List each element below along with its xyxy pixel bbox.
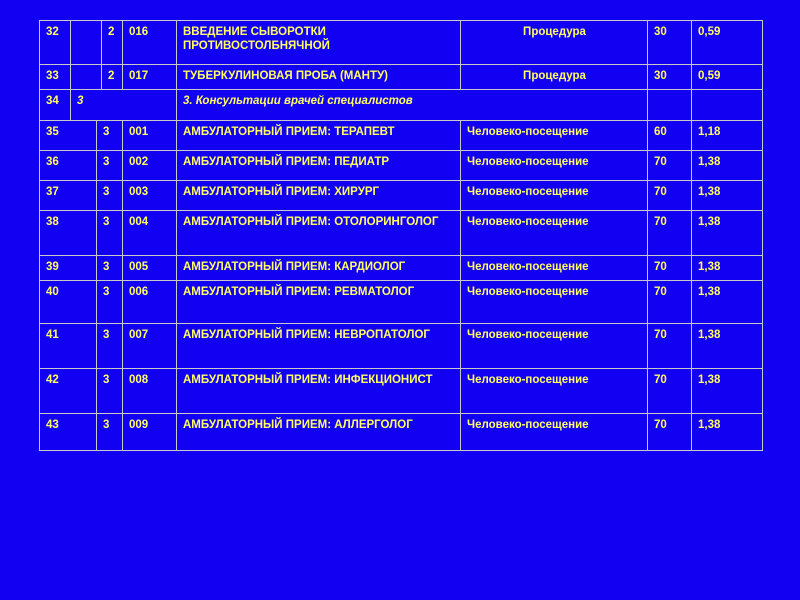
unit-cell: Человеко-посещение <box>461 211 648 256</box>
table-row <box>40 121 763 151</box>
group-cell: 2 <box>102 65 123 90</box>
quantity-cell: 70 <box>648 181 692 211</box>
coefficient-cell: 1,38 <box>692 414 763 451</box>
service-name-cell: ТУБЕРКУЛИНОВАЯ ПРОБА (МАНТУ) <box>177 65 461 90</box>
section-title-cell: 3. Консультации врачей специалистов <box>177 90 648 121</box>
table-row <box>40 211 763 256</box>
row-number-cell: 38 <box>40 211 97 256</box>
row-number-cell: 40 <box>40 281 97 324</box>
quantity-cell: 70 <box>648 324 692 369</box>
coefficient-cell: 1,38 <box>692 151 763 181</box>
empty-cell <box>648 90 692 121</box>
service-name-cell: АМБУЛАТОРНЫЙ ПРИЕМ: РЕВМАТОЛОГ <box>177 281 461 324</box>
service-name-cell: АМБУЛАТОРНЫЙ ПРИЕМ: КАРДИОЛОГ <box>177 256 461 281</box>
group-cell: 3 <box>97 281 123 324</box>
quantity-cell: 30 <box>648 21 692 65</box>
tariff-table-container <box>39 20 762 451</box>
unit-cell: Человеко-посещение <box>461 151 648 181</box>
group-cell: 2 <box>102 21 123 65</box>
row-number-cell: 34 <box>40 90 71 121</box>
row-number-cell: 43 <box>40 414 97 451</box>
code-cell: 007 <box>123 324 177 369</box>
table-row <box>40 21 763 65</box>
service-name-cell: АМБУЛАТОРНЫЙ ПРИЕМ: ХИРУРГ <box>177 181 461 211</box>
unit-cell: Человеко-посещение <box>461 256 648 281</box>
group-cell: 3 <box>97 369 123 414</box>
service-name-cell: АМБУЛАТОРНЫЙ ПРИЕМ: ТЕРАПЕВТ <box>177 121 461 151</box>
unit-cell: Человеко-посещение <box>461 181 648 211</box>
unit-cell: Процедура <box>461 65 648 90</box>
empty-cell <box>692 90 763 121</box>
group-cell: 3 <box>97 211 123 256</box>
row-number-cell: 35 <box>40 121 97 151</box>
service-name-cell: АМБУЛАТОРНЫЙ ПРИЕМ: ОТОЛОРИНГОЛОГ <box>177 211 461 256</box>
group-cell: 3 <box>97 151 123 181</box>
table-row <box>40 151 763 181</box>
code-cell: 006 <box>123 281 177 324</box>
unit-cell: Человеко-посещение <box>461 414 648 451</box>
group-cell: 3 <box>97 181 123 211</box>
quantity-cell: 70 <box>648 281 692 324</box>
row-number-cell: 39 <box>40 256 97 281</box>
unit-cell: Человеко-посещение <box>461 324 648 369</box>
unit-cell: Человеко-посещение <box>461 121 648 151</box>
quantity-cell: 70 <box>648 369 692 414</box>
coefficient-cell: 1,38 <box>692 181 763 211</box>
table-row <box>40 414 763 451</box>
unit-cell: Человеко-посещение <box>461 369 648 414</box>
coefficient-cell: 1,38 <box>692 211 763 256</box>
section-header-row <box>40 90 763 121</box>
quantity-cell: 70 <box>648 151 692 181</box>
row-number-cell: 41 <box>40 324 97 369</box>
unit-cell: Человеко-посещение <box>461 281 648 324</box>
code-cell: 008 <box>123 369 177 414</box>
row-number-cell: 36 <box>40 151 97 181</box>
code-cell: 002 <box>123 151 177 181</box>
service-name-cell: АМБУЛАТОРНЫЙ ПРИЕМ: АЛЛЕРГОЛОГ <box>177 414 461 451</box>
code-cell: 001 <box>123 121 177 151</box>
service-name-cell: АМБУЛАТОРНЫЙ ПРИЕМ: ПЕДИАТР <box>177 151 461 181</box>
code-cell: 016 <box>123 21 177 65</box>
coefficient-cell: 1,38 <box>692 256 763 281</box>
coefficient-cell: 1,38 <box>692 369 763 414</box>
service-name-cell: АМБУЛАТОРНЫЙ ПРИЕМ: НЕВРОПАТОЛОГ <box>177 324 461 369</box>
quantity-cell: 30 <box>648 65 692 90</box>
quantity-cell: 70 <box>648 414 692 451</box>
coefficient-cell: 1,38 <box>692 281 763 324</box>
row-number-cell: 33 <box>40 65 71 90</box>
table-row <box>40 369 763 414</box>
tariff-table <box>39 20 763 451</box>
group-cell: 3 <box>97 256 123 281</box>
code-cell: 005 <box>123 256 177 281</box>
code-cell: 017 <box>123 65 177 90</box>
quantity-cell: 70 <box>648 211 692 256</box>
code-cell: 009 <box>123 414 177 451</box>
coefficient-cell: 0,59 <box>692 21 763 65</box>
service-name-cell: АМБУЛАТОРНЫЙ ПРИЕМ: ИНФЕКЦИОНИСТ <box>177 369 461 414</box>
service-name-cell: ВВЕДЕНИЕ СЫВОРОТКИ ПРОТИВОСТОЛБНЯЧНОЙ <box>177 21 461 65</box>
coefficient-cell: 1,18 <box>692 121 763 151</box>
empty-cell <box>71 65 102 90</box>
table-row <box>40 324 763 369</box>
section-group-cell: 3 <box>71 90 177 121</box>
table-row <box>40 65 763 90</box>
group-cell: 3 <box>97 324 123 369</box>
table-row <box>40 256 763 281</box>
group-cell: 3 <box>97 414 123 451</box>
row-number-cell: 32 <box>40 21 71 65</box>
code-cell: 004 <box>123 211 177 256</box>
unit-cell: Процедура <box>461 21 648 65</box>
quantity-cell: 70 <box>648 256 692 281</box>
row-number-cell: 42 <box>40 369 97 414</box>
empty-cell <box>71 21 102 65</box>
code-cell: 003 <box>123 181 177 211</box>
row-number-cell: 37 <box>40 181 97 211</box>
coefficient-cell: 0,59 <box>692 65 763 90</box>
quantity-cell: 60 <box>648 121 692 151</box>
group-cell: 3 <box>97 121 123 151</box>
coefficient-cell: 1,38 <box>692 324 763 369</box>
table-row <box>40 281 763 324</box>
table-row <box>40 181 763 211</box>
